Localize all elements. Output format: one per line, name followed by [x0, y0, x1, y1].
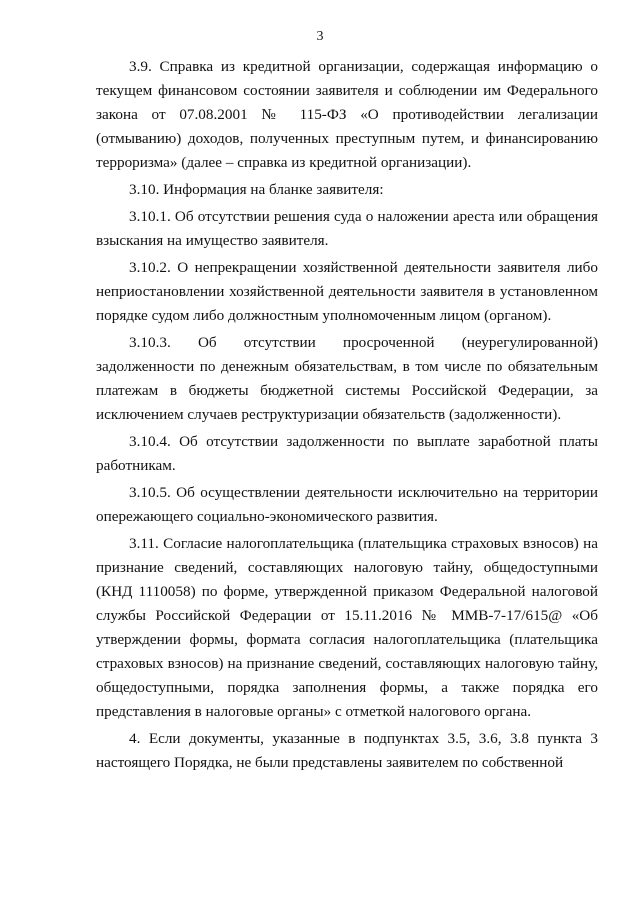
paragraph-3-10-4: 3.10.4. Об отсутствии задолженности по выплате заработной платы работникам.	[96, 433, 598, 474]
paragraph-3-11: 3.11. Согласие налогоплательщика (плательщика страховых взносов) на признание сведений, составляющих налоговую тайну, общедоступными (КНД 1110058) по форме, утвержденной приказом Федеральной налоговой службы Российской Федерации от 15.11.2016 № ММВ-7-17/615@ «Об утверждении формы, формата согласия налогоплательщика (плательщика страховых взносов) на признание сведений, составляющих налоговую тайну, общедоступными, порядка заполнения формы, а также порядка его представления в налоговые органы» с отметкой налогового органа.	[96, 535, 598, 720]
paragraph-3-10-2: 3.10.2. О непрекращении хозяйственной деятельности заявителя либо неприостановлении хозяйственной деятельности заявителя в установленном порядке судом либо должностным уполномоченным лицом (органом).	[96, 259, 598, 324]
paragraph-4: 4. Если документы, указанные в подпунктах 3.5, 3.6, 3.8 пункта 3 настоящего Порядка, не были представлены заявителем по собственной	[96, 730, 598, 771]
page-number: 3	[316, 29, 324, 44]
paragraph-3-10: 3.10. Информация на бланке заявителя:	[129, 181, 384, 198]
paragraph-3-10-5: 3.10.5. Об осуществлении деятельности исключительно на территории опережающего социально-экономического развития.	[96, 484, 598, 525]
paragraph-3-10-3: 3.10.3. Об отсутствии просроченной (неурегулированной) задолженности по денежным обязательствам, в том числе по обязательным платежам в бюджеты бюджетной системы Российской Федерации, за исключением случаев реструктуризации обязательств (задолженности).	[96, 334, 598, 423]
paragraph-3-10-1: 3.10.1. Об отсутствии решения суда о наложении ареста или обращения взыскания на имущество заявителя.	[96, 208, 598, 249]
paragraph-3-9: 3.9. Справка из кредитной организации, содержащая информацию о текущем финансовом состоянии заявителя и соблюдении им Федерального закона от 07.08.2001 № 115-ФЗ «О противодействии легализации (отмыванию) доходов, полученных преступным путем, и финансированию терроризма» (далее – справка из кредитной организации).	[96, 58, 598, 171]
document-body	[96, 55, 598, 778]
